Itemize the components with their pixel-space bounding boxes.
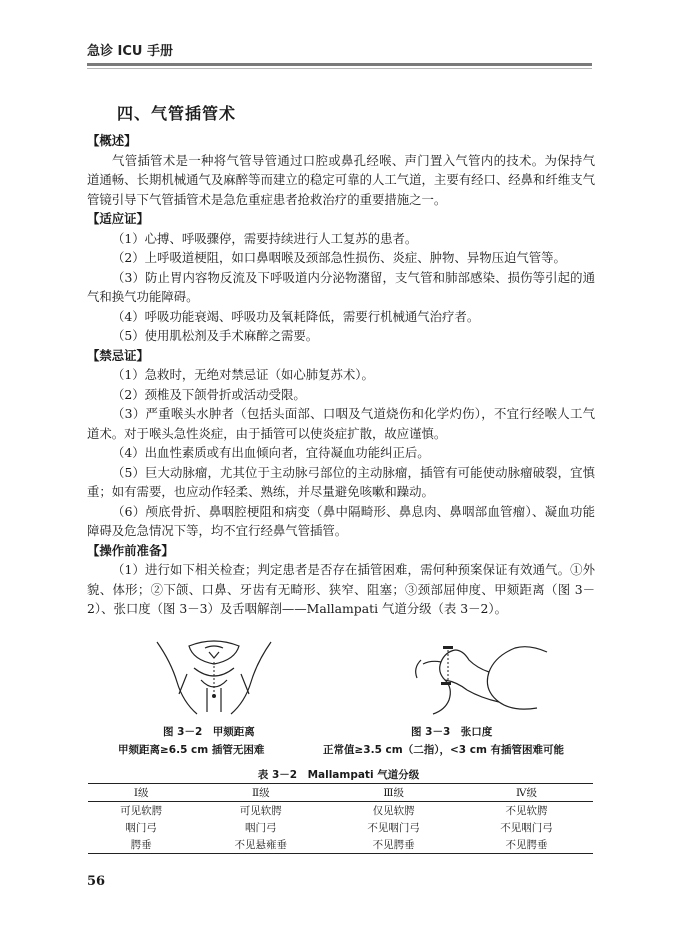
mallampati-table — [88, 783, 593, 854]
contraindication-item: （4）出血性素质或有出血倾向者，宜待凝血功能纠正后。 — [112, 445, 430, 460]
figure-area — [87, 638, 595, 758]
table-cell: 可见软腭 — [120, 805, 163, 817]
table-cell: 不见腭垂 — [460, 836, 593, 854]
table-row — [88, 802, 593, 820]
table-header-cell: Ⅱ级 — [194, 784, 327, 802]
header-rule — [87, 63, 592, 66]
thyromental-distance-illustration — [149, 638, 279, 716]
mouth-opening-illustration — [397, 638, 552, 716]
contraindication-item: （6）颅底骨折、鼻咽腔梗阻和病变（鼻中隔畸形、鼻息肉、鼻咽部血管瘤）、凝血功能障碍及危急情况下等，均不宜行经鼻气管插管。 — [87, 503, 595, 538]
table-cell: 咽门弓 — [125, 822, 157, 834]
preparation-text: （1）进行如下相关检查；判定患者是否存在插管困难，需何种预案保证有效通气。①外貌、体形；②下颌、口鼻、牙齿有无畸形、狭窄、阻塞；③颈部屈伸度、甲颏距离（图 3－2）、张口度（图 3－3）及舌咽解剖——Mallampati 气道分级（表 3－2）。 — [87, 562, 595, 616]
indication-item: （2）上呼吸道梗阻，如口鼻咽喉及颈部急性损伤、炎症、肿物、异物压迫气管等。 — [112, 250, 566, 265]
table-row — [88, 819, 593, 836]
contraindication-item: （5）巨大动脉瘤，尤其位于主动脉弓部位的主动脉瘤，插管有可能使动脉瘤破裂，宜慎重；如有需要，也应动作轻柔、熟练，并尽量避免咳嗽和躁动。 — [87, 464, 595, 499]
table-cell: 腭垂 — [88, 836, 194, 854]
overview-text: 气管插管术是一种将气管导管通过口腔或鼻孔经喉、声门置入气管内的技术。为保持气道通畅、长期机械通气及麻醉等而建立的稳定可靠的人工气道，主要有经口、经鼻和纤维支气管镜引导下气管插管术是急危重症患者抢救治疗的重要措施之一。 — [87, 152, 596, 207]
page-header-title: 急诊 ICU 手册 — [87, 44, 173, 59]
indication-item: （5）使用肌松剂及手术麻醉之需要。 — [112, 328, 319, 343]
table-header-cell: Ⅲ级 — [327, 784, 460, 802]
table-cell: 不见腭垂 — [327, 836, 460, 854]
overview-heading: 【概述】 — [87, 133, 137, 148]
preparation-heading: 【操作前准备】 — [87, 542, 174, 558]
figure-3-3-caption: 图 3－3 张口度 — [411, 726, 493, 738]
body-content — [87, 131, 595, 619]
table-cell: 仅见软腭 — [372, 805, 415, 817]
table-cell: 不见软腭 — [505, 805, 548, 817]
figure-3-3-note: 正常值≥3.5 cm（二指），<3 cm 有插管困难可能 — [323, 744, 565, 756]
table-header-cell: Ⅳ级 — [460, 784, 593, 802]
table-cell: 可见软腭 — [239, 805, 282, 817]
indication-item: （4）呼吸功能衰竭、呼吸功及氧耗降低，需要行机械通气治疗者。 — [112, 308, 480, 324]
contraindication-item: （3）严重喉头水肿者（包括头面部、口咽及气道烧伤和化学灼伤），不宜行经喉人工气道术。对于喉头急性炎症，由于插管可以使炎症扩散，故应谨慎。 — [87, 406, 595, 441]
table-header-cell: Ⅰ级 — [88, 784, 194, 802]
table-row — [88, 836, 593, 854]
indications-heading: 【适应证】 — [87, 211, 149, 226]
figure-3-2-note: 甲颏距离≥6.5 cm 插管无困难 — [118, 744, 265, 756]
table-cell: 不见咽门弓 — [367, 822, 420, 834]
contraindications-heading: 【禁忌证】 — [87, 347, 149, 363]
contraindication-item: （1）急救时，无绝对禁忌证（如心肺复苏术）。 — [112, 367, 374, 382]
page-number: 56 — [87, 874, 106, 889]
table-cell: 不见咽门弓 — [500, 822, 553, 834]
contraindication-item: （2）颈椎及下颌骨折或活动受限。 — [112, 386, 306, 402]
table-caption: 表 3－2 Mallampati 气道分级 — [257, 769, 420, 781]
section-title: 四、气管插管术 — [117, 104, 237, 123]
indication-item: （1）心搏、呼吸骤停，需要持续进行人工复苏的患者。 — [112, 230, 418, 246]
table-header-row — [88, 784, 593, 802]
figure-3-2-caption: 图 3－2 甲颏距离 — [163, 726, 255, 738]
table-cell: 咽门弓 — [245, 822, 277, 834]
indication-item: （3）防止胃内容物反流及下呼吸道内分泌物潴留，支气管和肺部感染、损伤等引起的通气和换气功能障碍。 — [87, 269, 595, 304]
header-rule-thin — [87, 68, 592, 69]
table-cell: 不见悬雍垂 — [194, 836, 327, 854]
